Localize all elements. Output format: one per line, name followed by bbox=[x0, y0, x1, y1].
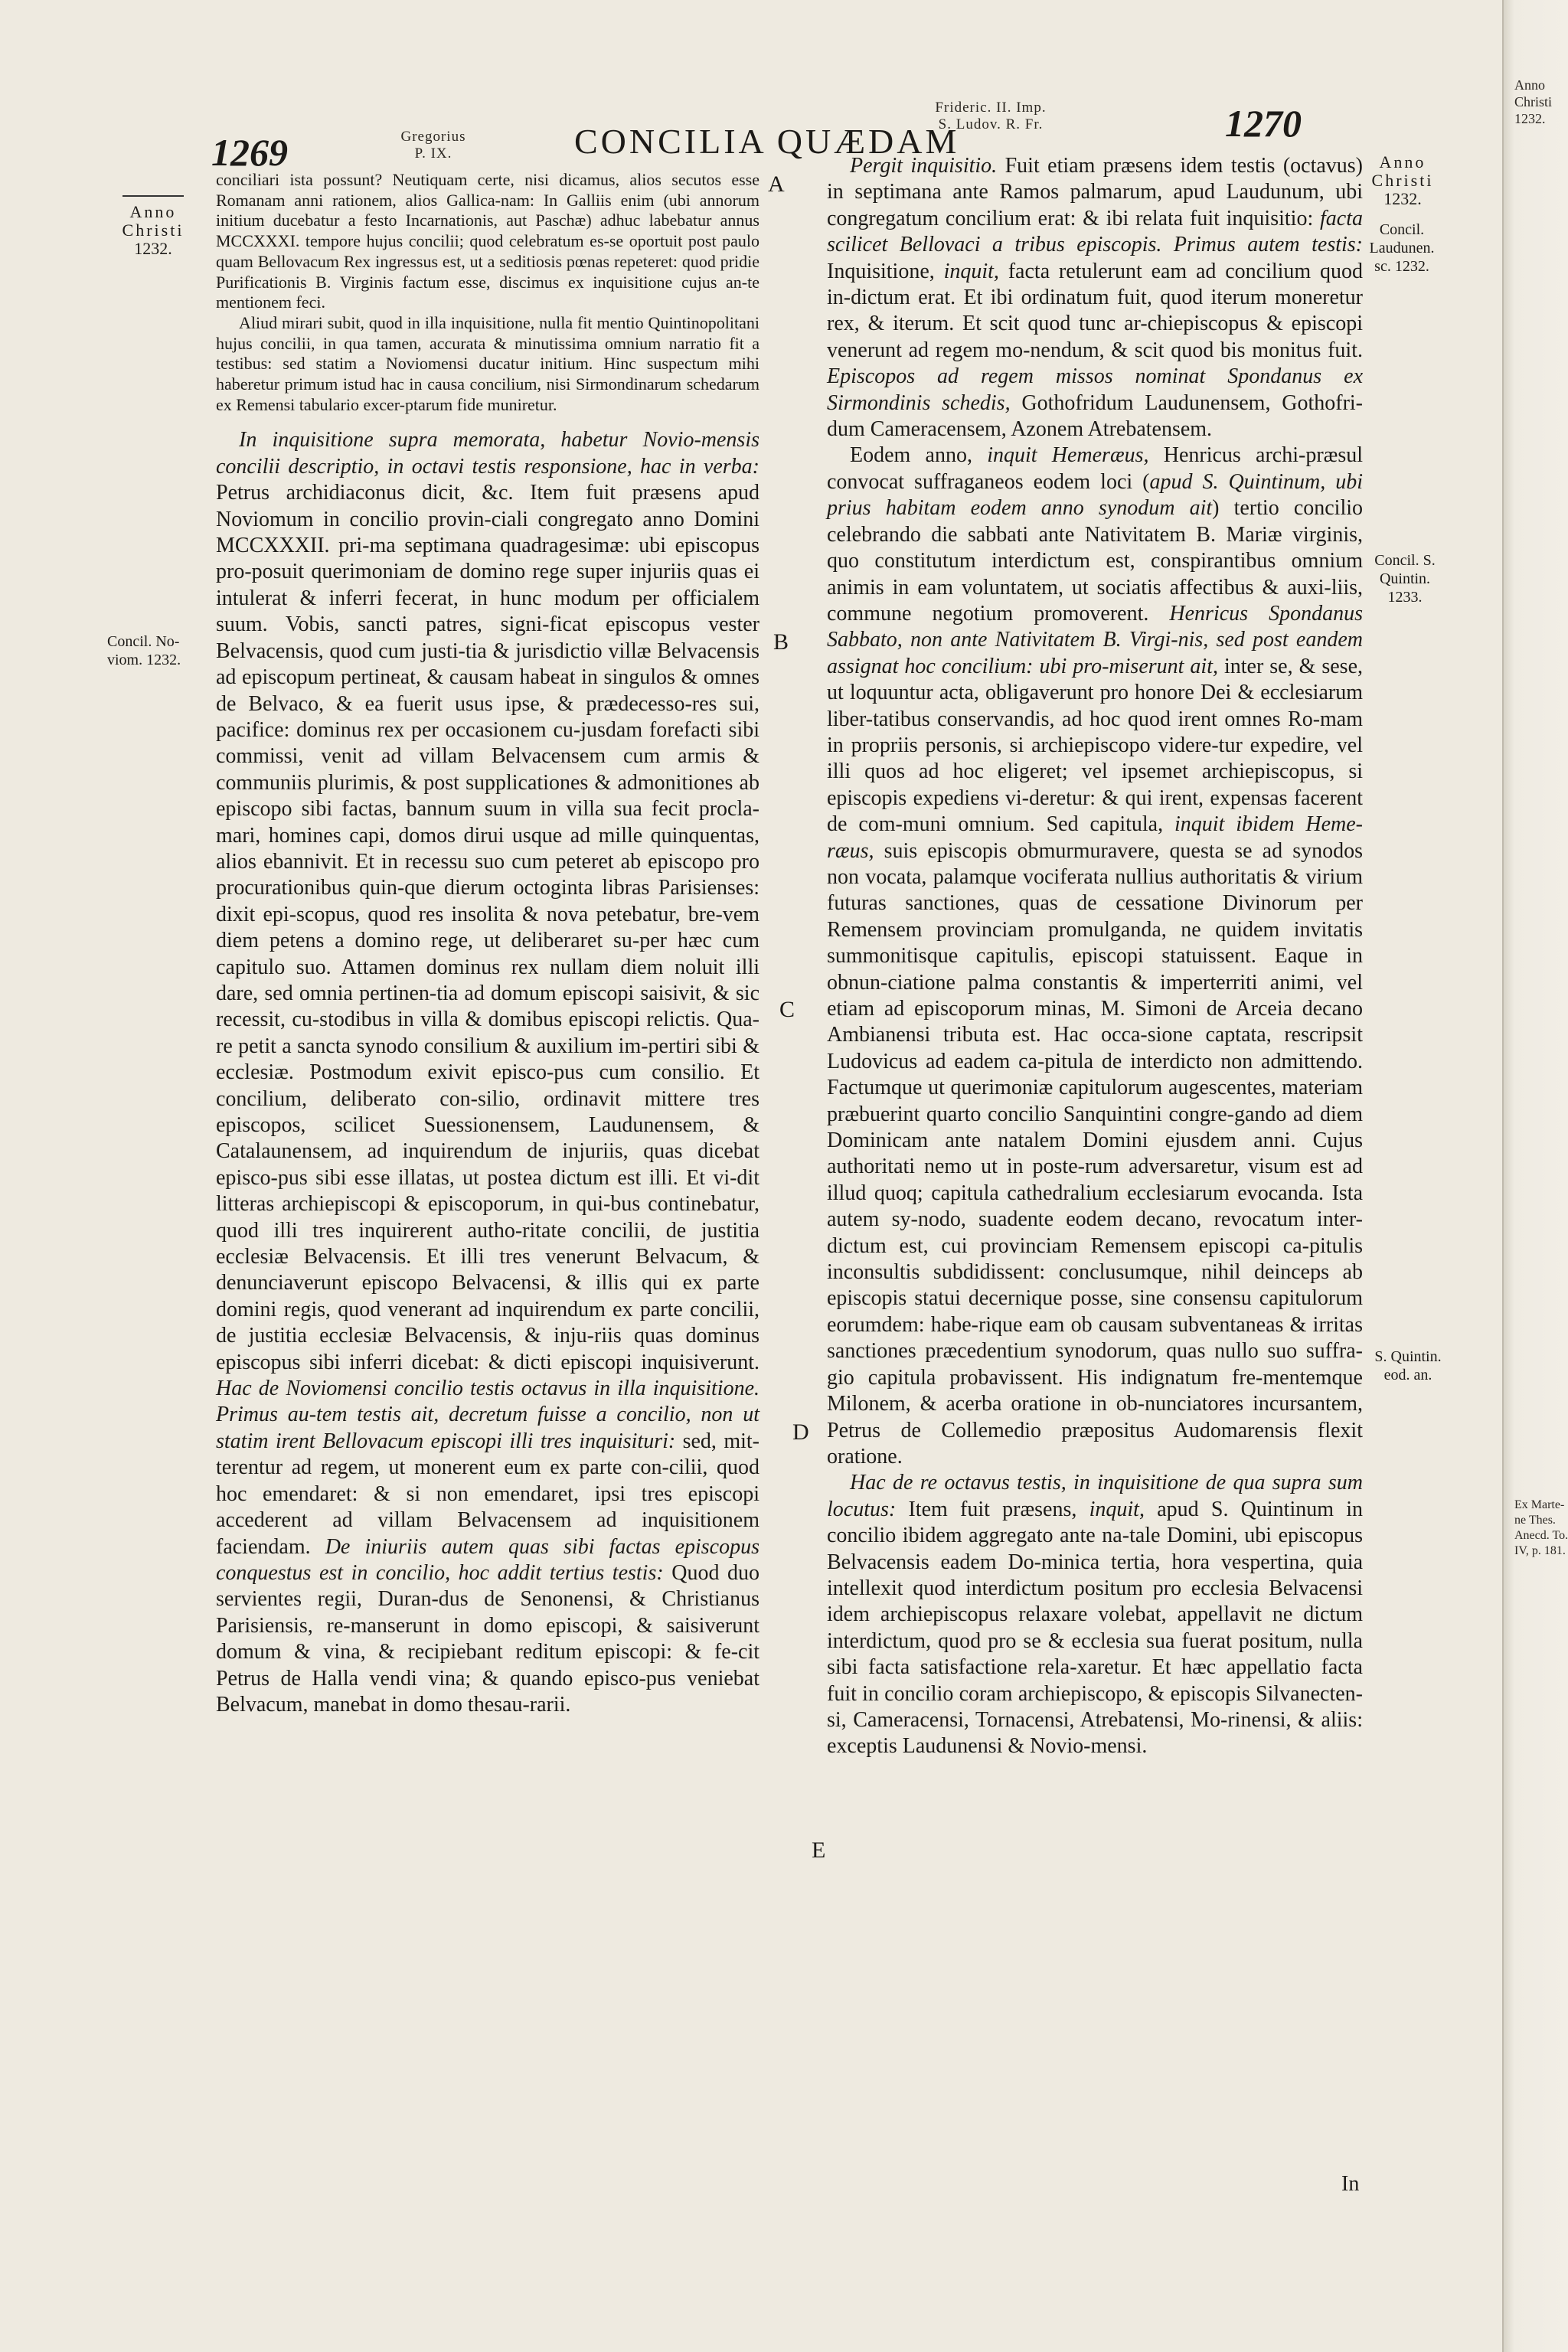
adjacent-year: 1232. bbox=[1514, 111, 1546, 126]
margin-christi: Christi bbox=[1371, 171, 1434, 190]
italic-text: inquit, bbox=[1089, 1497, 1145, 1521]
margin-year: 1232. bbox=[1383, 189, 1422, 208]
page-number-right: 1270 bbox=[1225, 102, 1302, 145]
italic-text: inquit, bbox=[943, 259, 999, 283]
italic-text: Hac de Noviomensi concilio testis octavus in illa inquisitione. Primus au-tem testis ait, decretum fuisse a concilio, non ut statim irent Bellovacum episcopi illi tres inquisituri: bbox=[216, 1377, 760, 1453]
section-letter-c: C bbox=[779, 997, 795, 1022]
source-line: Anecd. To. bbox=[1514, 1529, 1568, 1542]
margin-note-quintin-eod: S. Quintin. eod. an. bbox=[1374, 1348, 1442, 1383]
italic-text: Episcopos ad regem missos nominat Spondanus ex Sirmondinis schedis, bbox=[827, 364, 1363, 415]
running-head-left bbox=[380, 129, 487, 162]
body-text: Item fuit præsens, bbox=[908, 1497, 1077, 1521]
adjacent-christi: Christi bbox=[1514, 94, 1553, 109]
paragraph: conciliari ista possunt? Neutiquam certe, nisi dicamus, alios secutos esse Romanam anni rationem, alios Gallica-nam: In Galliis enim (ubi annorum initium ducebatur a festo Incarnationis, aut Paschæ) adhuc labebatur annus MCCXXXI. tempore hujus concilii; quod celebratum es-se oportuit post paulo quam Bellovacum Rex ingressus est, ut a seditiosis pœnas repeteret: quod pridie Purificationis B. Virginis factum esse, discimus ex inquisitione cujus an-te mentionem feci. bbox=[216, 170, 760, 312]
running-head-right-line2: S. Ludov. R. Fr. bbox=[938, 116, 1044, 132]
page-number-left: 1269 bbox=[211, 131, 288, 174]
running-head-right-line1: Frideric. II. Imp. bbox=[935, 100, 1047, 116]
body-text: Fuit etiam præsens idem testis (octavus) in septimana ante Ramos palmarum, apud Laudunum, ubi congregatum concilium erat: & ibi relata fuit inquisitio: bbox=[827, 154, 1363, 230]
running-head-left-line1: Gregorius bbox=[400, 129, 466, 145]
body-text: Gothofridum Laudunensem, Gothofri-dum Cameracensem, Azonem Atrebatensem. bbox=[827, 390, 1363, 442]
body-text: Eodem anno, bbox=[850, 443, 972, 468]
paragraph bbox=[827, 1470, 1363, 1759]
body-text: apud S. Quintinum in concilio ibidem aggregato ante na-tale Domini, ubi episcopus Belvacensis eadem Do-minica tertia, hora vespertina, quia intellexit quod interdictum positum pro ecclesia Belvacensi idem archiepiscopus relaxare volebat, appellavit ne dictum interdictum, quod pro se & ecclesia sua fuerat positum, nulla sibi facta satisfactione rela-xaretur. Et hæc appellatio facta fuit in concilio coram archiepiscopo, & episcopis Silvanecten-si, Cameracensi, Tornacensi, Atrebatensi, Mo-rinensi, & aliis: exceptis Laudunensi & Novio-mensi. bbox=[827, 1497, 1364, 1759]
paragraph bbox=[827, 443, 1363, 1470]
margin-note-concil-quintin: Concil. S. Quintin. 1233. bbox=[1374, 552, 1436, 606]
catchword: In bbox=[1341, 2172, 1360, 2196]
section-letter-a: A bbox=[768, 172, 785, 197]
margin-anno: Anno bbox=[129, 202, 177, 221]
italic-text: inquit ibidem Heme-ræus, bbox=[827, 812, 1363, 863]
body-text: Quod duo servientes regii, Duran-dus de Senonensi, & Christianus Parisiensis, re-manserunt in domo episcopi, & saisiverunt domum & vina, & recipiebant reditum episcopi: & fe-cit Petrus de Halla vendi vina; & quando episco-pus veniebat Belvacum, manebat in domo thesau-rarii. bbox=[216, 1560, 760, 1717]
adjacent-page-edge bbox=[1502, 0, 1568, 2352]
margin-note-year-right bbox=[1364, 153, 1441, 208]
body-text: suis episcopis obmurmuravere, questa se ad synodos non vocata, palamque vociferata nullius authoritatis & virium futuras sanctiones, quas de cessatione Divinorum per Remensem provinciam promulganda, ne quidem invitatis summonitisque capitulis, episcopi statuissent. Eaque in obnun-ciatione palma constantis & imperterriti animi, vel etiam ad episcoporum minas, M. Simoni de Arceia decano Ambianensi tributa est. Hac occa-sione captata, rescripsit Ludovicus ad eadem ca-pitula de interdicto non admittendo. Factumque ut querimoniæ capitulorum augescentes, materiam præbuerint quarto concilio Sanquintini congre-gando ad diem Dominicam ante natalem Domini ejusdem anni. Cujus authoritati nemo ut in poste-rum adversaretur, visum est ad illud quoq; capitula cathedralium ecclesiarum evocanda. Ista autem sy-nodo, suadente eodem decano, revocatum inter-dictum est, cui provinciam Remensem episcopi ca-pitulis inconsultis subdidissent: conclusumque, nihil deinceps ab episcopis statui decernique posse, sine consensu capitulorum eorumdem: habe-rique eam ob causam subventaneas & irritas sanctiones præcedentium synodorum, quas nullo suo suffra-gio capitula probavissent. His indignatum fre-mentemque Milonem, & acerba oratione in ob-nunciatores incursantem, Petrus de Collemedio præpositus Audomarensis flexit oratione. bbox=[827, 838, 1364, 1468]
italic-text: apud S. Quintinum, ubi prius habitam eodem anno synodum ait bbox=[827, 469, 1363, 521]
section-letter-e: E bbox=[812, 1838, 826, 1863]
margin-note-concil-noviom: Concil. No- viom. 1232. bbox=[107, 633, 181, 668]
italic-text: Henricus Spondanus Sabbato, non ante Nativitatem B. Virgi-nis, sed post eandem assignat hoc concilium: ubi pro-miserunt ait, bbox=[827, 601, 1364, 678]
running-head-left-line2: P. IX. bbox=[414, 145, 452, 162]
margin-christi: Christi bbox=[122, 220, 185, 240]
source-line: Ex Marte- bbox=[1514, 1498, 1565, 1511]
page-title: CONCILIA QUÆDAM bbox=[574, 122, 960, 161]
body-text: Henricus archi-præsul convocat suffraganeos eodem loci ( bbox=[827, 443, 1363, 494]
text-column-left bbox=[216, 170, 760, 1718]
body-text: sed, mit-terentur ad regem, ut monerent eum ex parte con-cilii, quod hoc emendaret: & si non emendaret, ipsi tres episcopi accederent ad villam Belvacensem ad inquisitionem faciendam. bbox=[216, 1429, 760, 1559]
text-column-right bbox=[827, 153, 1363, 1760]
italic-text: In inquisitione supra memorata, habetur Novio-mensis concilii descriptio, in octavi testis responsione, hac in verba: bbox=[216, 428, 760, 479]
margin-anno: Anno bbox=[1379, 152, 1426, 172]
body-text: facta retulerunt eam ad concilium quod in-dictum erat. Et ibi ordinatum fuit, quod iterum moneretur rex, & iterum. Et scit quod tunc ar-chiepiscopus & episcopi venerunt ad regem mo-nendum, & scit quod bis monitus fuit. bbox=[827, 259, 1364, 362]
section-letter-d: D bbox=[792, 1419, 809, 1445]
italic-text: facta scilicet Bellovaci a tribus episcopis. Primus autem testis: bbox=[827, 206, 1364, 257]
margin-rule bbox=[122, 195, 184, 197]
source-line: IV, p. 181. bbox=[1514, 1544, 1566, 1557]
margin-year: 1232. bbox=[134, 239, 172, 258]
section-letter-b: B bbox=[773, 629, 789, 655]
paragraph: Aliud mirari subit, quod in illa inquisitione, nulla fit mentio Quintinopolitani hujus concilii, in qua tamen, accurata & minutissima omnium narratio fit a testibus: sed statim a Noviomensi ducatur initium. Hinc suspectum mihi haberetur primum istud hac in causa concilium, nisi Sirmondinarum schedarum ex Remensi tabulario excer-ptarum fide muniretur. bbox=[216, 312, 760, 414]
adjacent-page-year bbox=[1514, 77, 1568, 127]
source-line: ne Thes. bbox=[1514, 1514, 1556, 1527]
margin-note-year-left bbox=[107, 195, 199, 258]
paragraph bbox=[216, 427, 760, 1718]
body-text: ) tertio concilio celebrando die sabbati ante Nativitatem B. Mariæ virginis, quo constitutum interdictum est, conspirantibus omnium animis in eam voluntatem, ut sociatis affectibus & auxi-liis, commune negotium promoverent. bbox=[827, 496, 1364, 626]
body-text: Inquisitione, bbox=[827, 259, 935, 283]
adjacent-source-note bbox=[1514, 1498, 1568, 1559]
italic-text: Hac de re octavus testis, in inquisitione de qua supra sum locutus: bbox=[827, 1471, 1363, 1521]
paragraph bbox=[827, 153, 1363, 443]
body-text: inter se, & sese, ut loquuntur acta, obligaverunt pro honore Dei & ecclesiarum liber-tatibus conservandis, ad hoc quod irent omnes Ro-mam in propriis personis, si archiepiscopo videre-tur expedire, vel illi quos ad hoc eligeret; vel ipsemet archiepiscopus, si episcopis expediens vi-deretur: & qui irent, expensas facerent de com-muni omnium. Sed capitula, bbox=[827, 654, 1364, 837]
italic-text: Pergit inquisitio. bbox=[850, 154, 998, 178]
notes-block bbox=[216, 170, 760, 415]
body-text: Petrus archidiaconus dicit, &c. Item fuit præsens apud Noviomum in concilio provin-ciali congregato anno Domini MCCXXXII. pri-ma septimana quadragesimæ: ubi episcopus pro-posuit querimoniam de domino rege super injuriis quas ei intulerat & inferri fecerat, in hunc modum per officialem suum. Vobis, sancti patres, signi-ficat episcopus vester Belvacensis, quod cum justi-tia & jurisdictio villæ Belvacensis ad episcopum pertineat, & causam habeat in singulos & omnes de Belvaco, & ea fuerit usus ipse, & prædecesso-res sui, pacifice: dominus rex per occasionem cu-jusdam forefacti sibi commissi, venit ad villam Belvacensem cum armis & communiis plurimis, & post supplicationes & admonitiones ab episcopo sibi factas, bannum suum in villa sua fecit procla-mari, homines capi, domos dirui usque ad mille quinquentas, alios ebannivit. Et in recessu suo cum peteret ab episcopo pro procurationibus quin-que dierum octoginta libras Parisienses: dixit epi-scopus, quod res insolita & nova petebatur, bre-vem diem petens a domino rege, ut deliberaret su-per hæc cum capitulo suo. Attamen dominus rex nullam diem noluit illi dare, sed omnia pertinen-tia ad domum episcopi saisivit, & sic recessit, cu-stodibus in villa & domibus episcopi relictis. Qua-re petit a sancta synodo consilium & auxilium im-pertiri sibi & ecclesiæ. Postmodum exivit episco-pus cum consilio. Et concilium, deliberato con-silio, ordinavit mittere tres episcopos, scilicet Suessionensem, Laudunensem, & Catalaunensem, ad inquirendum de injuriis, quas dicebat episco-pus sibi esse illatas, ut postea dictum est illi. Et vi-dit litteras archiepiscopi & episcoporum, in qui-bus continebatur, quod illi tres inquirerent autho-ritate concilii, de justitia ecclesiæ Belvacensis. Et illi tres venerunt Belvacum, & denunciaverunt episcopo Belvacensi, & illis qui ex parte domini regis, quod venerant ad inquirendum ex parte concilii, de justitia ecclesiæ Belvacensis, & inju-riis quas dominus episcopus sibi inferri dicebat: & dicti episcopi inquisiverunt. bbox=[216, 481, 760, 1374]
italic-text: inquit Hemeræus, bbox=[987, 443, 1149, 468]
margin-note-concil-laudunen: Concil. Laudunen. sc. 1232. bbox=[1369, 221, 1435, 275]
adjacent-anno: Anno bbox=[1514, 77, 1545, 93]
italic-text: De iniuriis autem quas sibi factas episcopus conquestus est in concilio, hoc addit tertius testis: bbox=[216, 1534, 760, 1585]
running-head-right bbox=[906, 100, 1075, 133]
